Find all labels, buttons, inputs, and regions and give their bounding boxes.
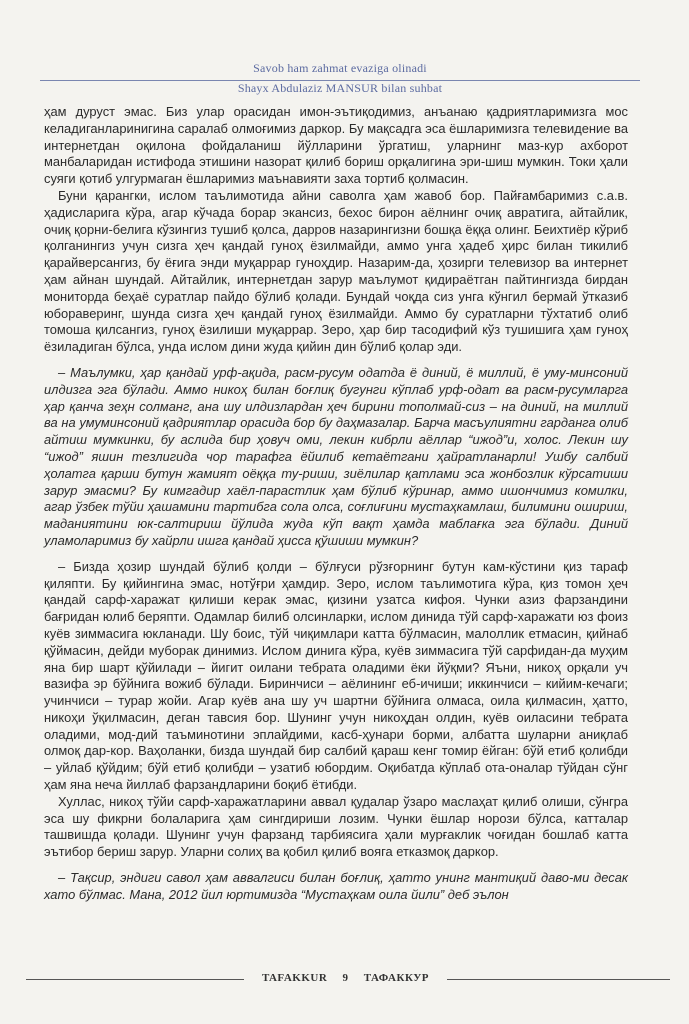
footer-text xyxy=(244,972,447,984)
footer-rule-left xyxy=(26,979,244,980)
answer-paragraph: – Бизда ҳозир шундай бўлиб қолди – бўлғуси рўзғорнинг бутун кам-кўстини қиз тараф қиляпти. Бу қийингина эмас, нотўғри ҳамдир. Зеро, ислом таълимотига кўра, қиз томон ҳеч қандай сарф-харажат қилиши керак эмас, қизини узатса кифоя. Чунки азиз фарзандини бағридан юлиб беряпти. Одамлар билиб олсинларки, ислом динида тўй сарф-харажати юз фоиз куёв зиммасига юкланади. Шу боис, тўй чиқимлари катта бўлмасин, малоллик етмасин, қийнаб қўймасин, дейди муборак динимиз. Ислом динига кўра, куёв зиммасига тўй сарфидан-да муҳим яна бир шарт қўйилади – йигит оилани тебрата оладими ёки йўқми? Яъни, никоҳ орқали уч вазифа эр бўйнига вожиб бўлади. Биринчиси – аёлининг еб-ичиши; иккинчиси – кийим-кечаги; учинчиси – турар жойи. Агар куёв ана шу уч шартни бўйнига олмаса, оила қилмасин, ҳатто, никоҳи ўқилмасин, деган тавсия бор. Шунинг учун никоҳдан олдин, куёв оиласини тебрата оладими, мод-дий таъминотини эплайдими, касб-ҳунари борми, албатта шуларни аниқлаб олмоқ дар-кор. Ваҳоланки, бизда шундай бир салбий қараш кенг томир ёйган: бўй етиб қолибди – уйлаб қўйдим; бўй етиб қолибди – узатиб юбордим. Оқибатда кўплаб ота-оналар тўйдан сўнг ҳам яна неча йиллаб фарзандларини боқиб ётибди. xyxy=(44,558,628,793)
page-number: 9 xyxy=(342,972,349,984)
paragraph: Хуллас, никоҳ тўйи сарф-харажатларини аввал қудалар ўзаро маслаҳат қилиб олиши, сўнгра эса шу фикрни болаларига ҳам сингдириши лозим. Чунки ёшлар норози бўлса, катталар ташвишда қолади. Шунинг учун фарзанд тарбиясига ҳали мурғаклик чоғидан бошлаб катта эътибор бериш зарур. Уларни солиҳ ва қобил қилиб вояга етказмоқ даркор. xyxy=(44,793,628,860)
paragraph: ҳам дуруст эмас. Биз улар орасидан имон-эътиқодимиз, анъанаю қадриятларимизга мос келадиганларинигина саралаб олмоғимиз даркор. Бу мақсадга эса ёшларимизга телевидение ва интернетдан оқилона фойдаланиш йўлларини ўргатиш, уларнинг маз-кур ахборот манбаларидан истифода этишини назорат қилиб бориш орқалигина эри-шиш мумкин. Токи ҳали суяги қотиб улгурмаган ёшларимиз маънавияти заха тортиб қолмасин. xyxy=(44,104,628,187)
article-body xyxy=(44,104,628,904)
header-subtitle: Shayx Abdulaziz MANSUR bilan suhbat xyxy=(237,81,443,95)
page-footer xyxy=(0,970,689,990)
footer-journal-latin: TAFAKKUR xyxy=(261,972,328,984)
paragraph: Буни қарангки, ислом таълимотида айни саволга ҳам жавоб бор. Пайғамбаримиз с.а.в. ҳадисларига кўра, агар кўчада борар экансиз, бехос бирон аёлнинг очиқ авратига, айтайлик, очиқ қорни-белига кўзингиз тушиб қолса, дарров назарингизни бошқа ёққа олинг. Беихтиёр кўриб қолганингиз учун сизга ҳеч қандай гуноҳ ёзилмайди, аммо унга ҳадеб ҳирс билан тикилиб қарайверсангиз, бу ёғига энди муқаррар гуноҳдир. Назарим-да, ҳозирги телевизор ва интернет ҳам айнан шундай. Айтайлик, интернетдан зарур маълумот қидираётган пайтингизда бирдан мониторда беҳаё суратлар пайдо бўлиб қолади. Бундай чоқда сиз унга кўнгил бермай ўтказиб юбораверинг, шунда сизга ҳеч қандай гуноҳ ёзилмайди. Аммо бу суратларни тўхтатиб олиб томоша қилсангиз, гуноҳ ёзилиши муқаррар. Зеро, ҳар бир тасодифий кўз тушишига ҳам гуноҳ ёзиладиган бўлса, унда ислом дини жуда қийин дин бўлиб қолар эди. xyxy=(44,187,628,355)
footer-journal-cyrillic: ТАФАККУР xyxy=(363,972,430,984)
question-paragraph: – Маълумки, ҳар қандай урф-ақида, расм-русум одатда ё диний, ё миллий, ё уму-минсоний илдизга эга бўлади. Аммо никоҳ билан боғлиқ бугунги кўплаб урф-одат ва расм-русумларга ҳар қанча зеҳн солманг, ана шу илдизлардан ҳеч бирини тополмай-сиз – на диний, на миллий ва на умуминсоний қадриятлар орасида бор бу даҳмазалар. Барча масъулиятни гарданга олиб айтиш мумкинки, бу аслида бир ҳовуч оми, лекин кибрли аёллар “ижод”и, холос. Лекин шу “ижод” яшин тезлигида чор тарафга ёйилиб кетаётгани ҳайратланарли! Ушбу салбий ҳолатга қарши бутун жамият оёққа ту-риши, зиёлилар қатлами эса жонбозлик кўрсатиши зарур эмасми? Бу кимгадир хаёл-парастлик ҳам бўлиб кўринар, аммо ишончимиз комилки, агар ўзбек тўйи ҳашамини тартибга сола олса, соғлиғини мустаҳкамлаш, билимини ошириш, маданиятини юк-салтириш йўлида жуда кўп вақт ҳамда маблағка эга бўлади. Диний уламоларимиз бу хайрли ишга қандай ҳисса қўшиши мумкин? xyxy=(44,364,628,548)
question-paragraph: – Тақсир, эндиги савол ҳам аввалгиси билан боғлиқ, ҳатто унинг мантиқий даво-ми десак хато бўлмас. Мана, 2012 йил юртимизда “Мустаҳкам оила йили” деб эълон xyxy=(44,870,628,902)
running-header xyxy=(0,0,689,100)
footer-rule-right xyxy=(447,979,670,980)
header-title: Savob ham zahmat evaziga olinadi xyxy=(253,61,427,75)
